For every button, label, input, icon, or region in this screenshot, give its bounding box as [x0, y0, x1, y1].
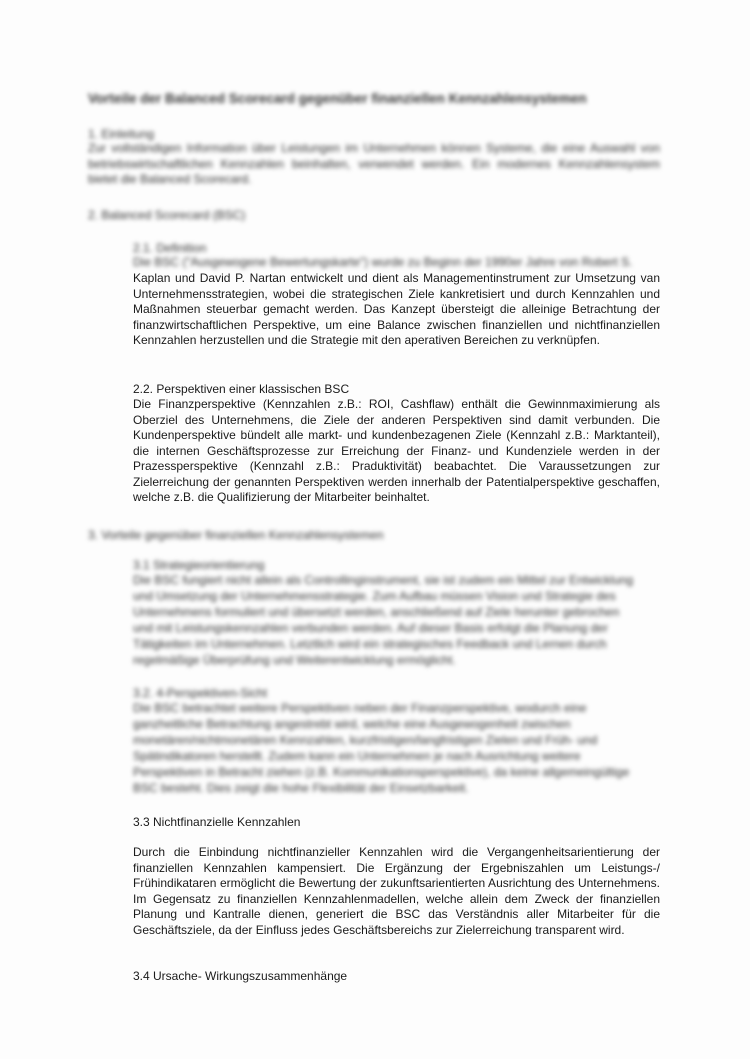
section-heading-introduction: 1. Einleitung [88, 127, 155, 141]
strategy-line: und Umsetzung der Unternehmensstrategie. Zum Aufbau müssen Vision und Strategie des [133, 589, 616, 603]
four-perspectives-line: monetären/nichtmonetären Kennzahlen, kurzfristigen/langfristigen Zielen und Früh- und [133, 733, 598, 747]
definition-paragraph: Kaplan und David P. Nartan entwickelt und dient als Managementinstrument zur Umsetzung van Unternehmensstrategien, wobei die strategischen Ziele kankretisiert und durch Kennzahlen und Maßnahmen steuerbar gemacht werden. Das Kanzept übersteigt die alleinige Betrachtung der finanzwirtschaftlichen Perspektive, um eine Balance zwischen finanziellen und nichtfinanziellen Kennzahlen herzustellen und die Strategie mit den aperativen Bereichen zu verknüpfen. [133, 271, 660, 347]
four-perspectives-line: Die BSC betrachtet weitere Perspektiven neben der Finanzperspektive, wodurch eine [133, 701, 587, 715]
subsection-heading-four-perspectives: 3.2. 4-Perspektiven-Sicht [133, 686, 268, 700]
strategy-line: Unternehmens formuliert und übersetzt werden, anschließend auf Ziele herunter gebrochen [133, 605, 620, 619]
perspectives-paragraph: Die Finanzperspektive (Kennzahlen z.B.: ROI, Cashflaw) enthält die Gewinnmaximierung als Oberziel des Unternehmens, die Ziele der anderen Perspektiven sind damit verbunden. Die Kundenperspektive bündelt alle markt- und kundenbezagenen Ziele (Kennzahl z.B.: Marktanteil), die internen Geschäftsprozesse zur Erreichung der Finanz- und Kundenziele werden in der Prazessperspektive (Kennzahl z.B.: Praduktivität) beabachtet. Die Varaussetzungen zur Zielerreichung der genannten Perspektiven werden innerhalb der Patentialperspektive geschaffen, welche z.B. die Qualifizierung der Mitarbeiter beinhaltet. [133, 397, 660, 504]
nonfinancial-paragraph: Durch die Einbindung nichtfinanzieller Kennzahlen wird die Vergangenheitsarientierung der finanziellen Kennzahlen kampensiert. Die Ergänzung der Ergebniszahlen um Leistungs-/ Frühindikataren ermöglicht die Bewertung der zukunftsarientierten Ausrichtung des Unternehmens. Im Gegensatz zu finanziellen Kennzahlenmadellen, welche allein dem Zweck der finanziellen Planung und Kantralle dienen, generiert die BSC das Verständnis aller Mitarbeiter für die Geschäftsziele, da der Einfluss jedes Geschäftsbereichs zur Zielerreichung transparent wird. [133, 845, 660, 937]
subsection-heading-definition: 2.1. Definition [133, 241, 207, 255]
four-perspectives-line: Perspektiven in Betracht ziehen (z.B. Kommunikationsperspektive), da keine allgemeingültige [133, 765, 630, 779]
strategy-line: Die BSC fungiert nicht allein als Controllinginstrument, sie ist zudem ein Mittel zur Entwicklung [133, 573, 634, 587]
subsection-heading-strategy: 3.1 Strategieorientierung [133, 558, 265, 572]
four-perspectives-line: ganzheitliche Betrachtung angestrebt wird, welche eine Ausgewogenheit zwischen [133, 717, 571, 731]
section-heading-advantages: 3. Vorteile gegenüber finanziellen Kennzahlensystemen [88, 528, 384, 542]
introduction-paragraph: Zur vollständigen Information über Leistungen im Unternehmen können Systeme, die eine Auswahl von betriebswirtschaftlichen Kennzahlen beinhalten, verwendet werden. Ein modernes Kennzahlensystem bietet die Balanced Scorecard. [88, 141, 660, 186]
definition-first-line: Die BSC ("Ausgewogene Bewertungskarte") wurde zu Beginn der 1990er Jahre von Robert S. [133, 255, 633, 269]
strategy-line: und mit Leistungskennzahlen verbunden werden. Auf dieser Basis erfolgt die Planung der [133, 621, 608, 635]
four-perspectives-line: Spätindikatoren herstellt. Zudem kann ein Unternehmen je nach Ausrichtung weitere [133, 749, 581, 763]
subsection-heading-cause-effect: 3.4 Ursache- Wirkungszusammenhänge [133, 969, 348, 983]
subsection-heading-perspectives: 2.2. Perspektiven einer klassischen BSC [133, 382, 350, 396]
subsection-heading-nonfinancial: 3.3 Nichtfinanzielle Kennzahlen [133, 815, 301, 829]
section-heading-bsc: 2. Balanced Scorecard (BSC) [88, 208, 246, 222]
strategy-line: regelmäßige Überprüfung und Weiterentwicklung ermöglicht. [133, 653, 456, 667]
strategy-line: Tätigkeiten im Unternehmen. Letztlich wird ein strategisches Feedback und Lernen durch [133, 637, 607, 651]
document-title: Vorteile der Balanced Scorecard gegenüber finanziellen Kennzahlensystemen [88, 91, 587, 106]
four-perspectives-line: BSC besteht. Dies zeigt die hohe Flexibilität der Einsetzbarkeit. [133, 781, 469, 795]
